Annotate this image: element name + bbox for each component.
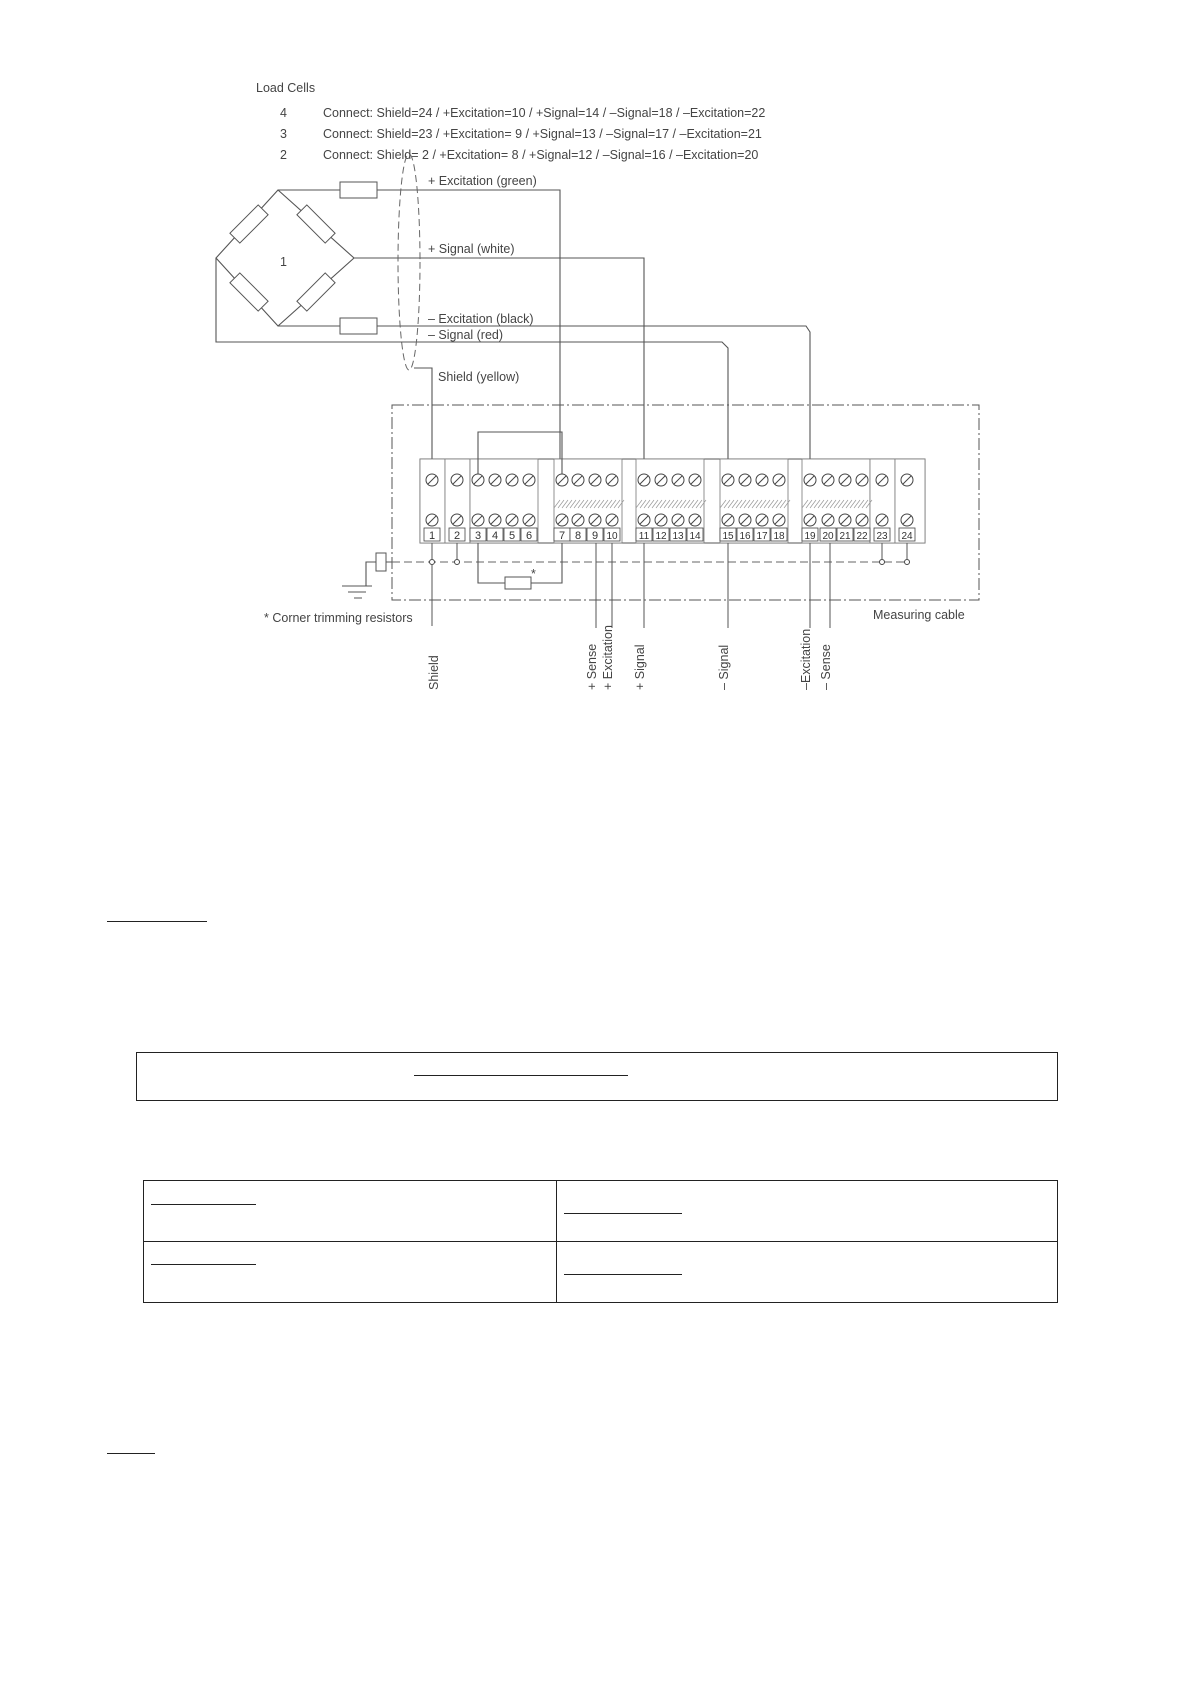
title-underline [414, 1075, 628, 1076]
terminal-number: 7 [558, 530, 566, 542]
connect-row-num: 2 [280, 148, 287, 162]
connect-row-num: 3 [280, 127, 287, 141]
terminal-number: 20 [822, 531, 834, 542]
table-cell-underline [151, 1264, 256, 1265]
terminal-number: 19 [804, 531, 816, 542]
terminal-number: 12 [655, 531, 667, 542]
ground-tap [880, 560, 885, 565]
terminal-block [342, 432, 925, 598]
load-cell-wiring-diagram [0, 0, 1192, 760]
table-cell-underline [564, 1274, 682, 1275]
wire-label-neg-excitation: – Excitation (black) [428, 312, 534, 326]
measuring-cable-label: Measuring cable [873, 608, 965, 622]
wire-label-neg-signal: – Signal (red) [428, 328, 504, 342]
terminal-number: 24 [901, 531, 913, 542]
terminal-number: 13 [672, 531, 684, 542]
terminal-number: 8 [574, 530, 582, 542]
terminal-number: 15 [722, 531, 734, 542]
ground-tap [430, 560, 435, 565]
bottom-label-neg-sense: – Sense [819, 644, 833, 690]
terminal-number: 17 [756, 531, 768, 542]
connect-row-text: Connect: Shield=24 / +Excitation=10 / +Signal=14 / –Signal=18 / –Excitation=22 [323, 106, 766, 120]
terminal-number: 23 [876, 531, 888, 542]
trim-marker: * [531, 567, 536, 581]
terminal-number: 16 [739, 531, 751, 542]
terminal-number: 2 [453, 530, 461, 542]
bottom-label-pos-signal: + Signal [633, 644, 647, 690]
connect-row-num: 4 [280, 106, 287, 120]
ground-tap [455, 560, 460, 565]
wire-label-shield: Shield (yellow) [438, 370, 520, 384]
wire-label-pos-excitation: + Excitation (green) [428, 174, 537, 188]
bridge-label: 1 [280, 255, 287, 269]
bottom-label-pos-excitation: + Excitation [601, 625, 615, 690]
section-heading-underline [107, 1453, 155, 1454]
footnote-trimming: * Corner trimming resistors [264, 611, 413, 625]
terminal-number: 6 [525, 530, 533, 542]
terminal-number: 18 [773, 531, 785, 542]
section-heading-underline [107, 921, 207, 922]
wire-label-pos-signal: + Signal (white) [428, 242, 515, 256]
terminal-number: 1 [428, 530, 436, 542]
signature-table [143, 1180, 1058, 1303]
terminal-number: 4 [491, 530, 499, 542]
connect-row-text: Connect: Shield=23 / +Excitation= 9 / +Signal=13 / –Signal=17 / –Excitation=21 [323, 127, 762, 141]
terminal-number: 11 [638, 531, 650, 542]
table-row-divider [144, 1241, 1057, 1242]
terminal-number: 22 [856, 531, 868, 542]
terminal-number: 14 [689, 531, 701, 542]
diagram-title: Load Cells [256, 81, 316, 95]
ground-tap [905, 560, 910, 565]
terminal-number: 5 [508, 530, 516, 542]
table-cell-underline [151, 1204, 256, 1205]
terminal-number: 21 [839, 531, 851, 542]
terminal-number: 9 [591, 530, 599, 542]
bottom-label-neg-signal: – Signal [717, 644, 731, 690]
bottom-label-shield: Shield [427, 655, 441, 690]
terminal-number: 3 [474, 530, 482, 542]
title-box [136, 1052, 1058, 1101]
bottom-label-pos-sense: + Sense [585, 643, 599, 690]
connect-row-text: Connect: Shield= 2 / +Excitation= 8 / +Signal=12 / –Signal=16 / –Excitation=20 [323, 148, 759, 162]
bottom-label-neg-excitation: –Excitation [799, 628, 813, 690]
table-cell-underline [564, 1213, 682, 1214]
terminal-number: 10 [606, 531, 618, 542]
